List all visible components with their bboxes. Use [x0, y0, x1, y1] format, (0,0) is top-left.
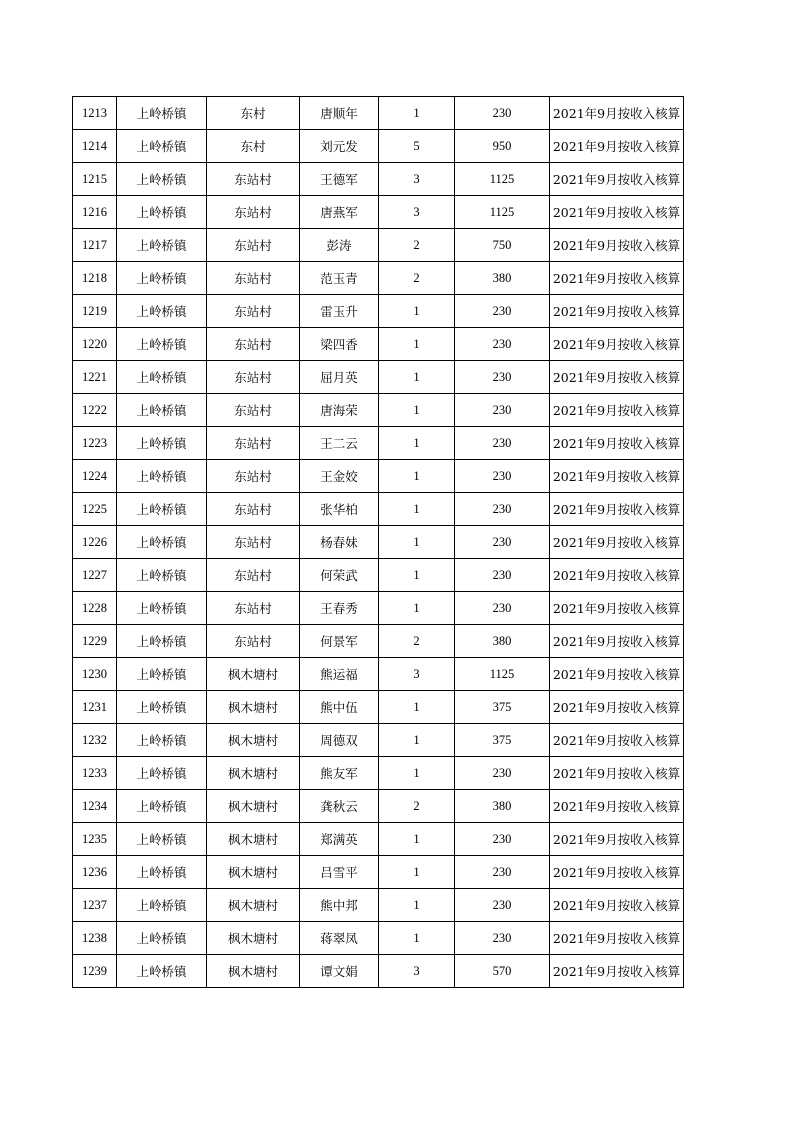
amount-cell: 230: [455, 460, 550, 493]
serial-cell: 1224: [73, 460, 117, 493]
name-cell: 谭文娟: [300, 955, 379, 988]
village-cell: 东站村: [207, 295, 300, 328]
serial-cell: 1230: [73, 658, 117, 691]
amount-cell: 375: [455, 724, 550, 757]
town-cell: 上岭桥镇: [117, 295, 207, 328]
village-cell: 枫木塘村: [207, 757, 300, 790]
household-size-cell: 1: [379, 724, 455, 757]
serial-cell: 1233: [73, 757, 117, 790]
name-cell: 蒋翠凤: [300, 922, 379, 955]
household-size-cell: 3: [379, 196, 455, 229]
town-cell: 上岭桥镇: [117, 955, 207, 988]
village-cell: 枫木塘村: [207, 856, 300, 889]
table-row: [73, 97, 684, 130]
amount-cell: 230: [455, 328, 550, 361]
serial-cell: 1221: [73, 361, 117, 394]
name-cell: 唐海荣: [300, 394, 379, 427]
note-cell: 2021年9月按收入核算: [550, 823, 684, 856]
note-cell: 2021年9月按收入核算: [550, 922, 684, 955]
household-size-cell: 3: [379, 163, 455, 196]
town-cell: 上岭桥镇: [117, 163, 207, 196]
amount-cell: 230: [455, 922, 550, 955]
amount-cell: 230: [455, 823, 550, 856]
serial-cell: 1237: [73, 889, 117, 922]
household-size-cell: 1: [379, 394, 455, 427]
note-cell: 2021年9月按收入核算: [550, 526, 684, 559]
town-cell: 上岭桥镇: [117, 823, 207, 856]
village-cell: 东站村: [207, 559, 300, 592]
note-cell: 2021年9月按收入核算: [550, 328, 684, 361]
village-cell: 东村: [207, 97, 300, 130]
name-cell: 郑满英: [300, 823, 379, 856]
village-cell: 东站村: [207, 262, 300, 295]
town-cell: 上岭桥镇: [117, 658, 207, 691]
household-size-cell: 1: [379, 922, 455, 955]
village-cell: 东站村: [207, 196, 300, 229]
town-cell: 上岭桥镇: [117, 427, 207, 460]
amount-cell: 1125: [455, 196, 550, 229]
village-cell: 东站村: [207, 493, 300, 526]
serial-cell: 1229: [73, 625, 117, 658]
name-cell: 熊中邦: [300, 889, 379, 922]
village-cell: 东站村: [207, 361, 300, 394]
amount-cell: 375: [455, 691, 550, 724]
serial-cell: 1222: [73, 394, 117, 427]
town-cell: 上岭桥镇: [117, 559, 207, 592]
serial-cell: 1226: [73, 526, 117, 559]
town-cell: 上岭桥镇: [117, 526, 207, 559]
amount-cell: 230: [455, 889, 550, 922]
serial-cell: 1231: [73, 691, 117, 724]
note-cell: 2021年9月按收入核算: [550, 691, 684, 724]
town-cell: 上岭桥镇: [117, 361, 207, 394]
household-size-cell: 3: [379, 658, 455, 691]
town-cell: 上岭桥镇: [117, 625, 207, 658]
name-cell: 熊运福: [300, 658, 379, 691]
serial-cell: 1214: [73, 130, 117, 163]
household-size-cell: 2: [379, 262, 455, 295]
village-cell: 枫木塘村: [207, 955, 300, 988]
household-size-cell: 1: [379, 757, 455, 790]
name-cell: 屈月英: [300, 361, 379, 394]
village-cell: 枫木塘村: [207, 790, 300, 823]
household-size-cell: 1: [379, 889, 455, 922]
village-cell: 枫木塘村: [207, 691, 300, 724]
note-cell: 2021年9月按收入核算: [550, 394, 684, 427]
household-size-cell: 3: [379, 955, 455, 988]
name-cell: 唐燕军: [300, 196, 379, 229]
household-size-cell: 2: [379, 229, 455, 262]
amount-cell: 570: [455, 955, 550, 988]
name-cell: 王春秀: [300, 592, 379, 625]
household-size-cell: 1: [379, 526, 455, 559]
household-size-cell: 1: [379, 328, 455, 361]
household-size-cell: 2: [379, 790, 455, 823]
table-row: [73, 427, 684, 460]
name-cell: 梁四香: [300, 328, 379, 361]
serial-cell: 1239: [73, 955, 117, 988]
village-cell: 东站村: [207, 625, 300, 658]
note-cell: 2021年9月按收入核算: [550, 592, 684, 625]
village-cell: 东站村: [207, 394, 300, 427]
amount-cell: 230: [455, 295, 550, 328]
amount-cell: 230: [455, 361, 550, 394]
table-row: [73, 229, 684, 262]
amount-cell: 230: [455, 427, 550, 460]
name-cell: 王二云: [300, 427, 379, 460]
table-row: [73, 295, 684, 328]
household-size-cell: 2: [379, 625, 455, 658]
village-cell: 东站村: [207, 229, 300, 262]
note-cell: 2021年9月按收入核算: [550, 493, 684, 526]
note-cell: 2021年9月按收入核算: [550, 625, 684, 658]
village-cell: 枫木塘村: [207, 658, 300, 691]
note-cell: 2021年9月按收入核算: [550, 955, 684, 988]
town-cell: 上岭桥镇: [117, 592, 207, 625]
town-cell: 上岭桥镇: [117, 724, 207, 757]
town-cell: 上岭桥镇: [117, 757, 207, 790]
name-cell: 吕雪平: [300, 856, 379, 889]
name-cell: 范玉青: [300, 262, 379, 295]
household-size-cell: 1: [379, 295, 455, 328]
village-cell: 东村: [207, 130, 300, 163]
household-size-cell: 1: [379, 493, 455, 526]
name-cell: 雷玉升: [300, 295, 379, 328]
town-cell: 上岭桥镇: [117, 493, 207, 526]
household-size-cell: 1: [379, 427, 455, 460]
name-cell: 周德双: [300, 724, 379, 757]
serial-cell: 1219: [73, 295, 117, 328]
village-cell: 枫木塘村: [207, 922, 300, 955]
village-cell: 东站村: [207, 592, 300, 625]
amount-cell: 230: [455, 856, 550, 889]
note-cell: 2021年9月按收入核算: [550, 724, 684, 757]
table-row: [73, 856, 684, 889]
table-row: [73, 196, 684, 229]
village-cell: 枫木塘村: [207, 724, 300, 757]
town-cell: 上岭桥镇: [117, 790, 207, 823]
table-row: [73, 262, 684, 295]
village-cell: 东站村: [207, 427, 300, 460]
table-row: [73, 460, 684, 493]
village-cell: 东站村: [207, 460, 300, 493]
note-cell: 2021年9月按收入核算: [550, 262, 684, 295]
name-cell: 唐顺年: [300, 97, 379, 130]
household-size-cell: 1: [379, 361, 455, 394]
table-row: [73, 889, 684, 922]
amount-cell: 1125: [455, 658, 550, 691]
note-cell: 2021年9月按收入核算: [550, 130, 684, 163]
household-size-cell: 1: [379, 592, 455, 625]
note-cell: 2021年9月按收入核算: [550, 361, 684, 394]
town-cell: 上岭桥镇: [117, 394, 207, 427]
note-cell: 2021年9月按收入核算: [550, 295, 684, 328]
amount-cell: 1125: [455, 163, 550, 196]
amount-cell: 230: [455, 493, 550, 526]
village-cell: 东站村: [207, 526, 300, 559]
town-cell: 上岭桥镇: [117, 97, 207, 130]
table-row: [73, 361, 684, 394]
name-cell: 彭涛: [300, 229, 379, 262]
name-cell: 何荣武: [300, 559, 379, 592]
serial-cell: 1216: [73, 196, 117, 229]
household-size-cell: 1: [379, 856, 455, 889]
table-row: [73, 130, 684, 163]
household-size-cell: 1: [379, 559, 455, 592]
table-row: [73, 328, 684, 361]
town-cell: 上岭桥镇: [117, 262, 207, 295]
serial-cell: 1225: [73, 493, 117, 526]
town-cell: 上岭桥镇: [117, 130, 207, 163]
household-size-cell: 1: [379, 691, 455, 724]
note-cell: 2021年9月按收入核算: [550, 856, 684, 889]
serial-cell: 1238: [73, 922, 117, 955]
data-table: [72, 96, 684, 988]
household-size-cell: 1: [379, 460, 455, 493]
town-cell: 上岭桥镇: [117, 856, 207, 889]
amount-cell: 230: [455, 394, 550, 427]
serial-cell: 1236: [73, 856, 117, 889]
serial-cell: 1213: [73, 97, 117, 130]
table-row: [73, 559, 684, 592]
serial-cell: 1228: [73, 592, 117, 625]
name-cell: 王德军: [300, 163, 379, 196]
serial-cell: 1220: [73, 328, 117, 361]
table-row: [73, 658, 684, 691]
amount-cell: 230: [455, 559, 550, 592]
town-cell: 上岭桥镇: [117, 922, 207, 955]
household-size-cell: 1: [379, 97, 455, 130]
table-row: [73, 691, 684, 724]
table-row: [73, 757, 684, 790]
village-cell: 东站村: [207, 163, 300, 196]
town-cell: 上岭桥镇: [117, 460, 207, 493]
name-cell: 张华柏: [300, 493, 379, 526]
amount-cell: 230: [455, 97, 550, 130]
amount-cell: 380: [455, 625, 550, 658]
village-cell: 枫木塘村: [207, 823, 300, 856]
note-cell: 2021年9月按收入核算: [550, 658, 684, 691]
town-cell: 上岭桥镇: [117, 328, 207, 361]
serial-cell: 1235: [73, 823, 117, 856]
amount-cell: 230: [455, 592, 550, 625]
table-row: [73, 526, 684, 559]
amount-cell: 230: [455, 757, 550, 790]
name-cell: 熊友军: [300, 757, 379, 790]
note-cell: 2021年9月按收入核算: [550, 97, 684, 130]
name-cell: 杨春妹: [300, 526, 379, 559]
table-row: [73, 922, 684, 955]
town-cell: 上岭桥镇: [117, 889, 207, 922]
name-cell: 王金姣: [300, 460, 379, 493]
amount-cell: 230: [455, 526, 550, 559]
amount-cell: 380: [455, 262, 550, 295]
village-cell: 枫木塘村: [207, 889, 300, 922]
note-cell: 2021年9月按收入核算: [550, 163, 684, 196]
household-size-cell: 1: [379, 823, 455, 856]
serial-cell: 1227: [73, 559, 117, 592]
serial-cell: 1234: [73, 790, 117, 823]
note-cell: 2021年9月按收入核算: [550, 427, 684, 460]
note-cell: 2021年9月按收入核算: [550, 889, 684, 922]
table-row: [73, 625, 684, 658]
town-cell: 上岭桥镇: [117, 691, 207, 724]
table-row: [73, 394, 684, 427]
note-cell: 2021年9月按收入核算: [550, 757, 684, 790]
serial-cell: 1215: [73, 163, 117, 196]
table-row: [73, 724, 684, 757]
table-row: [73, 592, 684, 625]
table-row: [73, 823, 684, 856]
table-body: [73, 97, 684, 988]
town-cell: 上岭桥镇: [117, 196, 207, 229]
table-row: [73, 163, 684, 196]
note-cell: 2021年9月按收入核算: [550, 229, 684, 262]
name-cell: 刘元发: [300, 130, 379, 163]
amount-cell: 750: [455, 229, 550, 262]
name-cell: 龚秋云: [300, 790, 379, 823]
name-cell: 熊中伍: [300, 691, 379, 724]
note-cell: 2021年9月按收入核算: [550, 559, 684, 592]
note-cell: 2021年9月按收入核算: [550, 196, 684, 229]
serial-cell: 1217: [73, 229, 117, 262]
household-size-cell: 5: [379, 130, 455, 163]
serial-cell: 1232: [73, 724, 117, 757]
table-row: [73, 955, 684, 988]
note-cell: 2021年9月按收入核算: [550, 460, 684, 493]
table-row: [73, 790, 684, 823]
town-cell: 上岭桥镇: [117, 229, 207, 262]
amount-cell: 950: [455, 130, 550, 163]
serial-cell: 1218: [73, 262, 117, 295]
table-row: [73, 493, 684, 526]
amount-cell: 380: [455, 790, 550, 823]
note-cell: 2021年9月按收入核算: [550, 790, 684, 823]
name-cell: 何景军: [300, 625, 379, 658]
serial-cell: 1223: [73, 427, 117, 460]
village-cell: 东站村: [207, 328, 300, 361]
